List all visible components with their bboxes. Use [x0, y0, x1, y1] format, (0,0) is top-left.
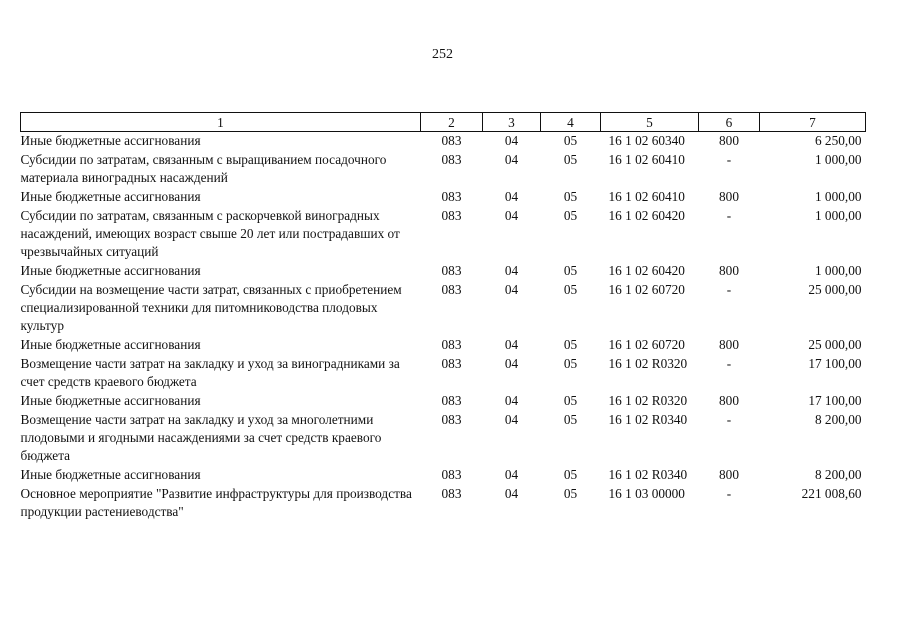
row-name: Возмещение части затрат на закладку и уход за виноградниками за счет средств краевого бюджета — [20, 356, 400, 389]
row-expense-type: - — [726, 152, 732, 167]
row-name: Иные бюджетные ассигнования — [20, 337, 201, 352]
row-subsection-code: 05 — [563, 393, 578, 408]
table-row — [21, 466, 866, 485]
row-ministry-code: 083 — [441, 208, 462, 223]
row-expense-type: - — [726, 356, 732, 371]
row-section-code: 04 — [504, 133, 519, 148]
row-amount: 221 008,60 — [801, 486, 862, 501]
row-target-article: 16 1 02 60410 — [608, 189, 685, 204]
column-header: 1 — [21, 113, 421, 132]
row-subsection-code: 05 — [563, 152, 578, 167]
row-name: Иные бюджетные ассигнования — [20, 189, 201, 204]
row-amount: 8 200,00 — [814, 412, 862, 427]
column-header: 4 — [541, 113, 601, 132]
row-section-code: 04 — [504, 152, 519, 167]
row-subsection-code: 05 — [563, 133, 578, 148]
row-ministry-code: 083 — [441, 486, 462, 501]
row-section-code: 04 — [504, 393, 519, 408]
row-target-article: 16 1 02 R0340 — [608, 467, 688, 482]
table-header-row — [21, 113, 866, 132]
column-header: 3 — [483, 113, 541, 132]
table-row — [21, 188, 866, 207]
row-section-code: 04 — [504, 486, 519, 501]
row-subsection-code: 05 — [563, 189, 578, 204]
row-ministry-code: 083 — [441, 152, 462, 167]
row-subsection-code: 05 — [563, 337, 578, 352]
row-section-code: 04 — [504, 189, 519, 204]
row-target-article: 16 1 02 60720 — [608, 337, 685, 352]
row-section-code: 04 — [504, 337, 519, 352]
row-section-code: 04 — [504, 356, 519, 371]
row-subsection-code: 05 — [563, 467, 578, 482]
row-amount: 17 100,00 — [808, 356, 862, 371]
column-header: 5 — [601, 113, 699, 132]
row-section-code: 04 — [504, 467, 519, 482]
table-row — [21, 262, 866, 281]
row-name: Иные бюджетные ассигнования — [20, 467, 201, 482]
row-target-article: 16 1 02 60410 — [608, 152, 685, 167]
row-amount: 1 000,00 — [814, 208, 862, 223]
row-target-article: 16 1 02 60340 — [608, 133, 685, 148]
table-row — [21, 392, 866, 411]
row-target-article: 16 1 02 60420 — [608, 208, 685, 223]
table-row — [21, 336, 866, 355]
row-target-article: 16 1 02 R0340 — [608, 412, 688, 427]
row-expense-type: 800 — [719, 263, 739, 278]
row-expense-type: 800 — [719, 133, 739, 148]
row-expense-type: - — [726, 208, 732, 223]
row-section-code: 04 — [504, 208, 519, 223]
row-target-article: 16 1 03 00000 — [608, 486, 685, 501]
table-row — [21, 355, 866, 392]
row-ministry-code: 083 — [441, 337, 462, 352]
table-body — [21, 132, 866, 523]
row-amount: 1 000,00 — [814, 263, 862, 278]
table-row — [21, 485, 866, 522]
row-target-article: 16 1 02 60720 — [608, 282, 685, 297]
row-ministry-code: 083 — [441, 393, 462, 408]
row-amount: 25 000,00 — [808, 282, 862, 297]
row-subsection-code: 05 — [563, 486, 578, 501]
row-subsection-code: 05 — [563, 412, 578, 427]
row-name: Субсидии по затратам, связанным с раскорчевкой виноградных насаждений, имеющих возраст свыше 20 лет или пострадавших от чрезвычайных ситуаций — [20, 208, 400, 259]
row-name: Иные бюджетные ассигнования — [20, 263, 201, 278]
table-row — [21, 151, 866, 188]
row-section-code: 04 — [504, 263, 519, 278]
row-expense-type: 800 — [719, 393, 739, 408]
row-subsection-code: 05 — [563, 282, 578, 297]
budget-table — [20, 112, 866, 522]
row-expense-type: 800 — [719, 467, 739, 482]
row-expense-type: - — [726, 486, 732, 501]
table-row — [21, 411, 866, 466]
row-name: Иные бюджетные ассигнования — [20, 133, 201, 148]
row-ministry-code: 083 — [441, 282, 462, 297]
row-expense-type: - — [726, 412, 732, 427]
row-ministry-code: 083 — [441, 467, 462, 482]
row-expense-type: 800 — [719, 189, 739, 204]
row-expense-type: 800 — [719, 337, 739, 352]
row-amount: 25 000,00 — [808, 337, 862, 352]
row-amount: 1 000,00 — [814, 152, 862, 167]
column-header: 2 — [421, 113, 483, 132]
table-row — [21, 132, 866, 152]
row-section-code: 04 — [504, 412, 519, 427]
row-name: Возмещение части затрат на закладку и уход за многолетними плодовыми и ягодными насаждениями за счет средств краевого бюджета — [20, 412, 382, 463]
row-name: Основное мероприятие "Развитие инфраструктуры для производства продукции растениеводства" — [20, 486, 412, 519]
row-ministry-code: 083 — [441, 356, 462, 371]
row-section-code: 04 — [504, 282, 519, 297]
row-ministry-code: 083 — [441, 133, 462, 148]
table-row — [21, 207, 866, 262]
row-ministry-code: 083 — [441, 263, 462, 278]
row-subsection-code: 05 — [563, 356, 578, 371]
row-subsection-code: 05 — [563, 263, 578, 278]
row-name: Субсидии на возмещение части затрат, связанных с приобретением специализированной техники для питомниководства плодовых культур — [20, 282, 402, 333]
row-target-article: 16 1 02 R0320 — [608, 356, 688, 371]
row-amount: 1 000,00 — [814, 189, 862, 204]
row-subsection-code: 05 — [563, 208, 578, 223]
row-name: Субсидии по затратам, связанным с выращиванием посадочного материала виноградных насаждений — [20, 152, 387, 185]
table-row — [21, 281, 866, 336]
row-ministry-code: 083 — [441, 412, 462, 427]
row-amount: 6 250,00 — [814, 133, 862, 148]
page-number: 252 — [432, 47, 453, 62]
column-header: 6 — [699, 113, 760, 132]
row-expense-type: - — [726, 282, 732, 297]
row-name: Иные бюджетные ассигнования — [20, 393, 201, 408]
row-ministry-code: 083 — [441, 189, 462, 204]
row-target-article: 16 1 02 R0320 — [608, 393, 688, 408]
row-amount: 17 100,00 — [808, 393, 862, 408]
row-amount: 8 200,00 — [814, 467, 862, 482]
column-header: 7 — [760, 113, 866, 132]
row-target-article: 16 1 02 60420 — [608, 263, 685, 278]
